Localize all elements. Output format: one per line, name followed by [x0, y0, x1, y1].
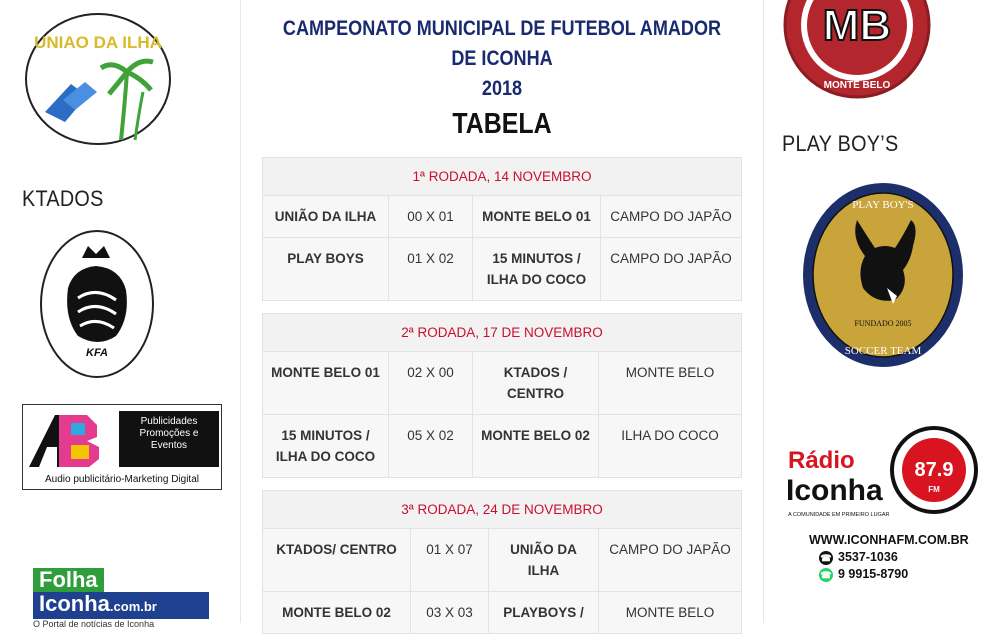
radio-line2: Iconha [786, 474, 883, 507]
table-row [263, 415, 741, 477]
mb-logo-ring-text: MONTE BELO [823, 80, 891, 91]
playboys-widget-title: PLAY BOY’S [782, 131, 899, 156]
round-heading: 3ª RODADA, 24 DE NOVEMBRO [263, 491, 741, 529]
radio-website[interactable]: WWW.ICONHAFM.COM.BR [809, 533, 969, 547]
table-row [263, 238, 741, 300]
ab-banner-line1: Publicidades [140, 416, 198, 427]
radio-tagline: A COMUNIDADE EM PRIMEIRO LUGAR [788, 512, 890, 518]
away-team: MONTE BELO 02 [473, 415, 599, 477]
championship-year: 2018 [481, 77, 523, 100]
playboys-logo-bottom-text: SOCCER TEAM [844, 345, 922, 357]
match-score: 01 X 07 [411, 529, 489, 591]
ktados-logo-text: KFA [86, 347, 108, 359]
home-team: MONTE BELO 02 [263, 592, 411, 633]
match-venue: CAMPO DO JAPÃO [609, 542, 731, 557]
uniao-da-ilha-logo[interactable] [23, 12, 173, 147]
match-score: 01 X 02 [389, 238, 473, 300]
ab-banner-line3: Eventos [150, 440, 188, 451]
left-sidebar [0, 0, 241, 629]
match-venue: MONTE BELO [625, 605, 715, 620]
playboys-logo-fundado: FUNDADO 2005 [854, 319, 912, 328]
main-content [241, 0, 763, 623]
round-table-3 [262, 490, 742, 634]
radio-frequency: 87.9 [914, 459, 954, 481]
uniao-logo-text: UNIAO DA ILHA [34, 33, 162, 52]
ab-logo-icon [27, 411, 117, 469]
table-row [263, 352, 741, 415]
round-heading: 1ª RODADA, 14 NOVEMBRO [263, 158, 741, 196]
radio-fm: FM [928, 485, 940, 494]
radio-logo [784, 418, 984, 528]
table-row [263, 196, 741, 238]
radio-contact-info [809, 532, 979, 583]
home-team: PLAY BOYS [263, 238, 389, 300]
ab-banner-footer: Audio publicitário-Marketing Digital [45, 474, 199, 485]
match-score: 00 X 01 [389, 196, 473, 237]
match-score: 02 X 00 [389, 352, 473, 414]
ktados-widget-title: KTADOS [22, 186, 104, 211]
home-team: MONTE BELO 01 [263, 352, 389, 414]
page-header [241, 14, 763, 142]
away-team: MONTE BELO 01 [473, 196, 601, 237]
whatsapp-icon: ☎ [820, 569, 832, 580]
folha-line2: Iconha [39, 591, 110, 616]
playboys-logo-top-text: PLAY BOY'S [852, 199, 914, 211]
championship-title: CAMPEONATO MUNICIPAL DE FUTEBOL AMADOR DE ICONHA [282, 17, 722, 70]
ab-banner-text-box [119, 411, 219, 467]
radio-line1: Rádio [788, 447, 855, 474]
match-venue: ILHA DO COCO [621, 428, 719, 443]
ab-banner-line2: Promoções e [139, 428, 199, 439]
playboys-logo[interactable] [801, 180, 965, 370]
home-team: 15 MINUTOS / ILHA DO COCO [263, 415, 389, 477]
round-heading: 2ª RODADA, 17 DE NOVEMBRO [263, 314, 741, 352]
folha-iconha-banner[interactable] [33, 568, 213, 628]
match-score: 05 X 02 [389, 415, 473, 477]
folha-line1: Folha [33, 568, 104, 592]
home-team: UNIÃO DA ILHA [263, 196, 389, 237]
ab-publicidades-banner[interactable] [22, 404, 222, 490]
folha-tagline: O Portal de notícias de Iconha [33, 619, 155, 629]
match-venue: CAMPO DO JAPÃO [610, 209, 732, 224]
away-team: PLAYBOYS / [489, 592, 599, 633]
match-venue: CAMPO DO JAPÃO [610, 251, 732, 266]
match-venue: MONTE BELO [625, 365, 715, 380]
monte-belo-logo[interactable] [782, 0, 932, 100]
away-team: 15 MINUTOS / ILHA DO COCO [473, 238, 601, 300]
radio-iconha-banner[interactable] [784, 418, 984, 618]
ktados-logo[interactable] [38, 228, 156, 380]
round-table-1 [262, 157, 742, 301]
right-sidebar [763, 0, 999, 623]
away-team: KTADOS / CENTRO [473, 352, 599, 414]
round-table-2 [262, 313, 742, 478]
table-row [263, 592, 741, 633]
match-score: 03 X 03 [411, 592, 489, 633]
folha-suffix: .com.br [109, 599, 157, 614]
mb-logo-text: MB [822, 1, 892, 50]
away-team: UNIÃO DA ILHA [489, 529, 599, 591]
radio-whatsapp: 9 9915-8790 [838, 567, 909, 581]
radio-phone: 3537-1036 [838, 550, 898, 564]
home-team: KTADOS/ CENTRO [263, 529, 411, 591]
page-title: TABELA [452, 108, 552, 140]
phone-icon: ☎ [820, 552, 832, 563]
table-row [263, 529, 741, 592]
